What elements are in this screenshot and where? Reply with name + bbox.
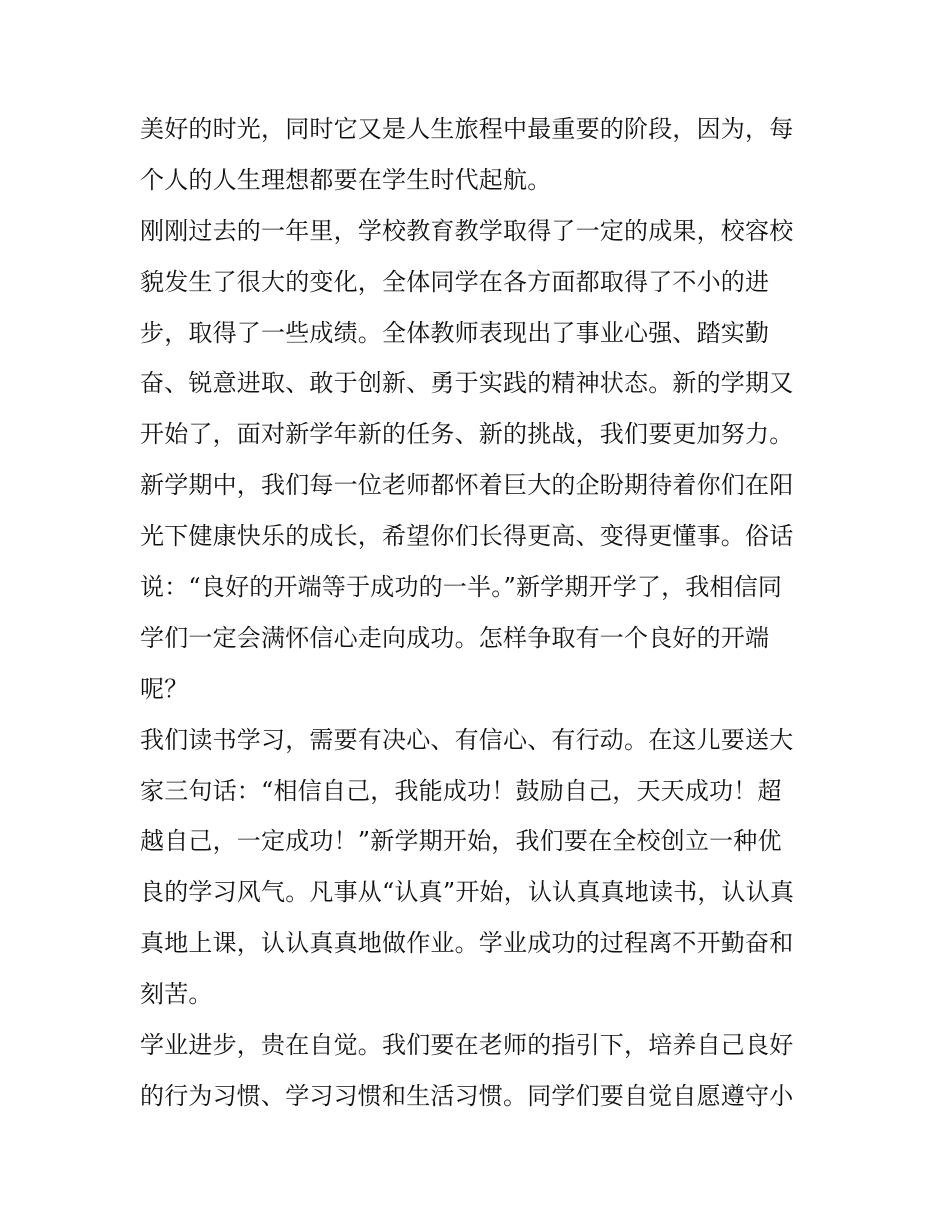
text-line: 新学期中，我们每一位老师都怀着巨大的企盼期待着你们在阳: [140, 471, 794, 500]
text-line: 貌发生了很大的变化，全体同学在各方面都取得了不小的进: [140, 267, 770, 296]
text-line: 呢？: [140, 674, 189, 703]
text-line: 学业进步，贵在自觉。我们要在老师的指引下，培养自己良好: [140, 1031, 794, 1060]
text-line: 的行为习惯、学习习惯和生活习惯。同学们要自觉自愿遵守小: [140, 1081, 794, 1110]
body-text: [140, 104, 820, 1122]
text-line: 步，取得了一些成绩。全体教师表现出了事业心强、踏实勤: [140, 318, 770, 347]
text-line: 我们读书学习，需要有决心、有信心、有行动。在这儿要送大: [140, 725, 794, 754]
text-line: 刚刚过去的一年里，学校教育教学取得了一定的成果，校容校: [140, 216, 794, 245]
text-line: 家三句话：“相信自己，我能成功！鼓励自己，天天成功！超: [140, 776, 782, 805]
text-line: 说：“良好的开端等于成功的一半。”新学期开学了，我相信同: [140, 573, 783, 602]
text-line: 刻苦。: [140, 980, 213, 1009]
text-line: 开始了，面对新学年新的任务、新的挑战，我们要更加努力。: [140, 420, 794, 449]
text-line: 良的学习风气。凡事从“认真”开始，认认真真地读书，认认真: [140, 878, 795, 907]
text-line: 奋、锐意进取、敢于创新、勇于实践的精神状态。新的学期又: [140, 369, 794, 398]
text-line: 真地上课，认认真真地做作业。学业成功的过程离不开勤奋和: [140, 929, 794, 958]
text-line: 学们一定会满怀信心走向成功。怎样争取有一个良好的开端: [140, 623, 770, 652]
text-line: 美好的时光，同时它又是人生旅程中最重要的阶段，因为，每: [140, 115, 794, 143]
text-line: 越自己，一定成功！”新学期开始，我们要在全校创立一种优: [140, 827, 782, 856]
text-line: 个人的人生理想都要在学生时代起航。: [140, 165, 552, 194]
text-line: 光下健康快乐的成长，希望你们长得更高、变得更懂事。俗话: [140, 522, 794, 551]
